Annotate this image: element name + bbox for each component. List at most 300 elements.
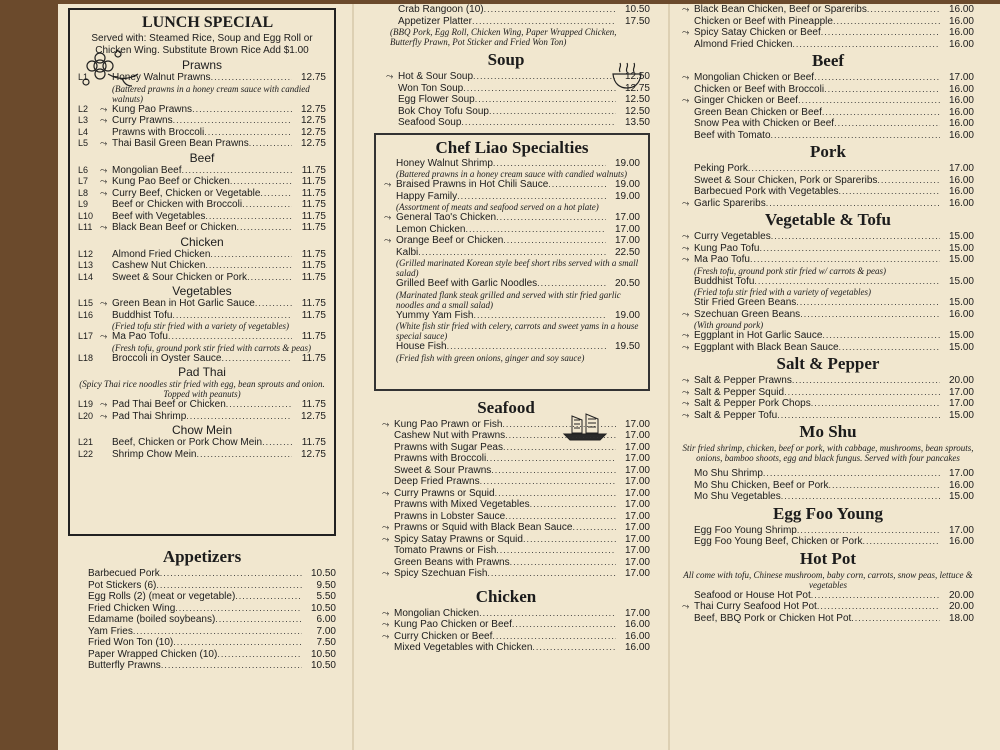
chili-pepper-icon: ⤳ <box>100 331 108 341</box>
dot-leader <box>800 309 940 321</box>
item-price: 17.00 <box>624 499 650 510</box>
menu-item <box>682 39 974 51</box>
menu-item <box>682 95 974 107</box>
item-name: Kung Pao Prawn or Fish <box>394 418 503 430</box>
menu-item <box>78 211 326 223</box>
menu-item <box>682 375 974 387</box>
item-name: Prawns with Mixed Vegetables <box>394 499 530 510</box>
item-name: Garlic Spareribs <box>694 197 766 209</box>
item-price: 16.00 <box>948 308 974 320</box>
dot-leader <box>792 39 940 51</box>
item-price: 12.50 <box>624 94 650 105</box>
menu-item <box>682 309 974 321</box>
item-price: 11.75 <box>301 164 326 176</box>
menu-column-middle <box>362 4 650 746</box>
item-price: 16.00 <box>624 630 650 642</box>
item-name: Broccoli in Oyster Sauce <box>112 352 222 364</box>
menu-item <box>374 522 650 534</box>
menu-item <box>682 4 974 16</box>
item-name: Prawns or Squid with Black Bean Sauce <box>394 522 573 533</box>
item-name: Barbecued Pork with Vegetables <box>694 186 839 197</box>
item-price: 16.00 <box>948 174 974 186</box>
menu-item <box>374 619 650 631</box>
item-description: (White fish stir fried with celery, carrots and sweet yams in a house special sauce) <box>396 321 639 341</box>
menu-item <box>78 449 326 461</box>
item-code: L7 <box>78 176 89 186</box>
menu-item <box>68 637 336 649</box>
menu-item <box>78 298 326 310</box>
item-name: Mongolian Chicken or Beef <box>694 72 815 83</box>
menu-item <box>374 631 650 643</box>
item-name: Yummy Yam Fish <box>396 309 474 321</box>
dot-leader <box>822 107 940 119</box>
item-code: L4 <box>78 126 89 137</box>
chili-pepper-icon: ⤳ <box>382 418 390 429</box>
dot-leader <box>173 115 292 127</box>
menu-item <box>78 138 326 150</box>
dot-leader <box>210 249 292 261</box>
item-price: 15.00 <box>948 275 974 287</box>
item-name: Beef or Chicken with Broccoli <box>112 199 243 210</box>
lunch-section-description: (Spicy Thai rice noodles stir fried with egg, bean sprouts and onion. Topped with peanuts) <box>79 379 325 399</box>
dot-leader <box>472 16 616 28</box>
menu-item <box>68 614 336 626</box>
item-name: Crab Rangoon (10) <box>398 4 484 15</box>
dot-leader <box>465 224 606 236</box>
menu-item <box>374 642 650 654</box>
item-name: Green Bean Chicken or Beef <box>694 106 822 118</box>
dot-leader <box>821 27 940 39</box>
menu-item <box>682 387 974 399</box>
item-name: Lemon Chicken <box>396 223 466 235</box>
chili-pepper-icon: ⤳ <box>382 607 390 618</box>
item-price: 17.00 <box>624 453 650 464</box>
menu-item <box>374 488 650 500</box>
dot-leader <box>217 649 302 661</box>
dot-leader <box>496 545 616 557</box>
item-price: 17.00 <box>624 545 650 556</box>
menu-item <box>682 175 974 187</box>
item-code: L2 <box>78 103 89 114</box>
chili-pepper-icon: ⤳ <box>386 71 394 81</box>
item-price: 11.75 <box>301 187 326 199</box>
item-description: (With ground pork) <box>694 320 764 330</box>
menu-item <box>78 260 326 272</box>
item-name: Thai Curry Seafood Hot Pot <box>694 601 817 612</box>
menu-item <box>682 118 974 130</box>
chili-pepper-icon: ⤳ <box>682 72 690 82</box>
item-name: Black Bean Chicken, Beef or Spareribs <box>694 4 867 15</box>
item-name: Egg Foo Young Shrimp <box>694 524 797 536</box>
menu-item <box>384 247 640 259</box>
item-code: L18 <box>78 352 94 363</box>
dot-leader <box>503 442 616 454</box>
item-price: 15.00 <box>948 409 974 421</box>
menu-item <box>378 117 650 129</box>
chili-pepper-icon: ⤳ <box>682 409 690 420</box>
menu-item <box>374 608 650 620</box>
item-name: General Tao's Chicken <box>396 212 497 223</box>
menu-item <box>374 442 650 454</box>
item-name: Happy Family <box>396 190 458 202</box>
item-price: 12.75 <box>300 115 326 126</box>
dot-leader <box>510 557 616 569</box>
dot-leader <box>505 430 616 442</box>
menu-item <box>384 191 640 203</box>
item-name: Szechuan Green Beans <box>694 308 801 320</box>
fold-line-left <box>352 4 354 750</box>
item-code: L9 <box>78 199 89 209</box>
item-price: 17.00 <box>624 418 650 430</box>
item-name: Grilled Beef with Garlic Noodles <box>396 278 538 289</box>
item-code: L13 <box>78 260 94 270</box>
menu-item <box>78 399 326 411</box>
dot-leader <box>523 534 616 546</box>
item-price: 22.50 <box>614 246 640 258</box>
item-name: Ginger Chicken or Beef <box>694 95 798 106</box>
dot-leader <box>811 590 940 602</box>
item-name: Eggplant in Hot Garlic Sauce <box>694 330 823 341</box>
menu-item <box>68 603 336 615</box>
item-price: 17.00 <box>624 487 650 499</box>
dot-leader <box>447 341 606 353</box>
item-name: Honey Walnut Shrimp <box>396 157 493 169</box>
dot-leader <box>798 95 940 107</box>
item-name: Yam Fries <box>88 625 133 637</box>
item-name: Spicy Satay Prawns or Squid <box>394 533 523 545</box>
menu-item <box>384 212 640 224</box>
menu-item <box>78 104 326 116</box>
item-name: Cashew Nut with Prawns <box>394 430 506 441</box>
item-price: 17.00 <box>614 212 640 223</box>
item-code: L17 <box>78 331 94 341</box>
chili-pepper-icon: ⤳ <box>682 4 690 14</box>
chili-pepper-icon: ⤳ <box>100 103 108 114</box>
chili-pepper-icon: ⤳ <box>100 138 108 148</box>
item-price: 12.75 <box>300 138 326 149</box>
chili-pepper-icon: ⤳ <box>382 630 390 641</box>
menu-item <box>78 437 326 449</box>
menu-item <box>682 186 974 198</box>
menu-item <box>78 353 326 365</box>
item-price: 16.00 <box>948 38 974 50</box>
item-name: Sweet & Sour Prawns <box>394 464 492 476</box>
item-price: 12.75 <box>300 448 326 460</box>
menu-item <box>78 272 326 284</box>
chili-pepper-icon: ⤳ <box>682 341 690 352</box>
item-price: 10.50 <box>624 4 650 15</box>
dot-leader <box>489 106 616 118</box>
dot-leader <box>537 278 606 290</box>
menu-item <box>682 491 974 503</box>
item-name: House Fish <box>396 341 447 352</box>
item-price: 12.75 <box>300 410 326 422</box>
item-name: Egg Flower Soup <box>398 94 475 105</box>
item-price: 11.75 <box>301 199 326 210</box>
menu-item <box>682 480 974 492</box>
item-price: 15.00 <box>948 242 974 254</box>
item-price: 17.00 <box>624 556 650 568</box>
item-description: (Fried tofu stir fried with a variety of vegetables) <box>694 287 871 297</box>
item-name: Paper Wrapped Chicken (10) <box>88 648 218 660</box>
item-name: Beef, BBQ Pork or Chicken Hot Pot <box>694 612 852 624</box>
item-price: 17.00 <box>948 163 974 174</box>
item-price: 10.50 <box>310 568 336 579</box>
item-price: 11.75 <box>301 309 326 321</box>
item-name: Kung Pao Beef or Chicken <box>112 176 230 187</box>
dot-leader <box>505 511 616 523</box>
item-name: Pot Stickers (6) <box>88 579 157 591</box>
chili-pepper-icon: ⤳ <box>682 398 690 408</box>
menu-item <box>78 127 326 139</box>
item-price: 16.00 <box>948 129 974 141</box>
item-name: Tomato Prawns or Fish <box>394 545 497 556</box>
dot-leader <box>196 449 292 461</box>
dot-leader <box>237 222 292 234</box>
dot-leader <box>824 84 940 96</box>
lunch-special-box <box>68 8 336 536</box>
item-name: Salt & Pepper Pork Chops <box>694 398 811 409</box>
item-price: 17.00 <box>624 533 650 545</box>
item-price: 15.00 <box>948 231 974 242</box>
dot-leader <box>473 71 616 83</box>
chili-pepper-icon: ⤳ <box>100 164 108 175</box>
menu-item <box>78 72 326 84</box>
menu-item <box>682 243 974 255</box>
dot-leader <box>492 631 616 643</box>
dot-leader <box>161 660 302 672</box>
item-price: 16.00 <box>624 642 650 653</box>
chili-pepper-icon: ⤳ <box>682 375 690 385</box>
dot-leader <box>777 410 940 422</box>
chili-pepper-icon: ⤳ <box>382 619 390 629</box>
item-name: Salt & Pepper Prawns <box>694 375 792 386</box>
item-name: Pad Thai Beef or Chicken <box>112 399 226 410</box>
seafood-heading: Seafood <box>477 397 535 417</box>
dot-leader <box>457 191 606 203</box>
menu-item <box>374 419 650 431</box>
item-code: L11 <box>78 222 93 232</box>
item-price: 11.75 <box>301 298 326 309</box>
chili-pepper-icon: ⤳ <box>100 298 108 308</box>
menu-item <box>374 511 650 523</box>
dot-leader <box>512 619 616 631</box>
chili-pepper-icon: ⤳ <box>382 487 390 498</box>
item-code: L19 <box>78 399 94 409</box>
item-name: Mo Shu Chicken, Beef or Pork <box>694 479 829 491</box>
menu-column-right <box>682 4 974 746</box>
item-price: 11.75 <box>301 271 326 283</box>
item-name: Mo Shu Shrimp <box>694 468 763 479</box>
item-price: 6.00 <box>316 614 336 625</box>
menu-item <box>374 453 650 465</box>
item-price: 17.00 <box>624 464 650 476</box>
item-price: 16.00 <box>948 83 974 95</box>
menu-item <box>682 330 974 342</box>
item-price: 12.75 <box>300 72 326 83</box>
item-description: (Fresh tofu, ground pork stir fried with carrots & peas) <box>112 342 311 353</box>
item-price: 15.00 <box>948 297 974 308</box>
item-price: 11.75 <box>301 352 326 364</box>
menu-item <box>682 84 974 96</box>
dot-leader <box>262 437 292 449</box>
menu-item <box>384 179 640 191</box>
dot-leader <box>260 188 292 200</box>
item-price: 5.50 <box>316 591 336 602</box>
chili-pepper-icon: ⤳ <box>382 533 390 544</box>
item-name: Green Beans with Prawns <box>394 556 510 568</box>
dot-leader <box>502 419 616 431</box>
item-name: Hot & Sour Soup <box>398 71 474 82</box>
dot-leader <box>484 4 616 16</box>
item-name: Fried Chicken Wing <box>88 602 176 614</box>
item-price: 15.00 <box>948 254 974 265</box>
item-name: Almond Fried Chicken <box>112 248 211 260</box>
menu-item <box>682 107 974 119</box>
item-price: 17.00 <box>624 568 650 579</box>
item-code: L16 <box>78 309 94 320</box>
item-description: (Marinated flank steak grilled and served with stir fried garlic noodles and a small salad) <box>396 289 621 310</box>
dot-leader <box>211 72 292 84</box>
item-name: Appetizer Platter <box>398 15 472 27</box>
menu-item <box>682 254 974 266</box>
item-code: L20 <box>78 410 94 421</box>
vegetable-heading: Vegetable & Tofu <box>765 210 891 229</box>
item-price: 12.50 <box>624 105 650 117</box>
chili-pepper-icon: ⤳ <box>100 115 108 125</box>
chili-pepper-icon: ⤳ <box>384 212 392 222</box>
item-price: 19.00 <box>614 309 640 321</box>
chili-pepper-icon: ⤳ <box>682 27 690 37</box>
item-description: (Assortment of meats and seafood served on a hot plate) <box>396 202 599 212</box>
item-price: 16.00 <box>948 186 974 197</box>
dot-leader <box>771 231 940 243</box>
chili-pepper-icon: ⤳ <box>382 522 390 532</box>
dot-leader <box>205 260 292 272</box>
item-price: 10.50 <box>310 648 336 660</box>
item-price: 17.00 <box>614 235 640 246</box>
dot-leader <box>829 480 940 492</box>
dot-leader <box>493 158 606 170</box>
item-name: Prawns with Sugar Peas <box>394 441 503 453</box>
item-name: Pad Thai Shrimp <box>112 410 187 422</box>
dot-leader <box>486 453 616 465</box>
chili-pepper-icon: ⤳ <box>682 95 690 105</box>
item-price: 16.00 <box>948 15 974 27</box>
dot-leader <box>242 199 292 211</box>
dot-leader <box>487 568 616 580</box>
item-name: Won Ton Soup <box>398 82 464 94</box>
item-description: (Fried fish with green onions, ginger and soy sauce) <box>396 352 585 363</box>
menu-column-left <box>68 4 336 746</box>
dot-leader <box>851 613 940 625</box>
item-price: 16.00 <box>948 197 974 209</box>
dot-leader <box>255 298 292 310</box>
dot-leader <box>862 536 940 548</box>
menu-item <box>682 231 974 243</box>
item-price: 9.50 <box>316 579 336 591</box>
item-price: 12.75 <box>300 126 326 138</box>
item-name: Buddhist Tofu <box>694 275 755 287</box>
item-price: 17.00 <box>624 510 650 522</box>
dot-leader <box>230 176 292 188</box>
item-name: Beef, Chicken or Pork Chow Mein <box>112 437 263 448</box>
lunch-section-title: Pad Thai <box>178 365 226 379</box>
dot-leader <box>168 331 292 343</box>
dot-leader <box>781 491 940 503</box>
item-name: Seafood or House Hot Pot <box>694 589 811 601</box>
item-name: Curry Beef, Chicken or Vegetable <box>112 187 261 199</box>
item-price: 7.50 <box>316 637 336 648</box>
moshu-description: Stir fried shrimp, chicken, beef or pork, with cabbage, mushrooms, bean sprouts, onions, bamboo shoots, egg and black fungus. Served with four pancakes <box>682 443 974 463</box>
fold-line-right <box>668 4 670 750</box>
lunch-special-title: LUNCH SPECIAL <box>142 14 274 31</box>
menu-item <box>378 4 650 16</box>
menu-item <box>374 557 650 569</box>
dot-leader <box>418 247 606 259</box>
item-code: L15 <box>78 298 94 308</box>
chili-pepper-icon: ⤳ <box>100 399 108 409</box>
lunch-section-title: Chow Mein <box>171 423 233 437</box>
chili-pepper-icon: ⤳ <box>682 308 690 319</box>
item-name: Prawns with Broccoli <box>112 126 205 138</box>
lunch-section-title: Beef <box>189 150 215 165</box>
item-price: 11.75 <box>301 399 326 410</box>
item-price: 16.00 <box>948 4 974 15</box>
item-price: 20.00 <box>948 601 974 612</box>
dot-leader <box>532 642 616 654</box>
dot-leader <box>759 243 940 255</box>
item-price: 12.50 <box>624 71 650 82</box>
menu-item <box>384 310 640 322</box>
item-name: Braised Prawns in Hot Chili Sauce <box>396 179 549 190</box>
chili-pepper-icon: ⤳ <box>382 568 390 578</box>
item-price: 16.00 <box>948 479 974 491</box>
menu-item <box>682 27 974 39</box>
item-name: Black Bean Beef or Chicken <box>112 222 237 233</box>
menu-item <box>78 176 326 188</box>
menu-item <box>682 297 974 309</box>
dot-leader <box>503 235 606 247</box>
menu-item <box>78 222 326 234</box>
dot-leader <box>792 375 940 387</box>
item-name: Sweet & Sour Chicken or Pork <box>112 271 248 283</box>
item-name: Prawns in Lobster Sauce <box>394 510 506 522</box>
hotpot-description: All come with tofu, Chinese mushroom, baby corn, carrots, snow peas, lettuce & vegetables <box>683 569 973 590</box>
dot-leader <box>784 387 940 399</box>
item-name: Almond Fried Chicken <box>694 38 793 50</box>
dot-leader <box>766 198 940 210</box>
item-name: Mongolian Chicken <box>394 607 480 619</box>
item-name: Edamame (boiled soybeans) <box>88 614 216 625</box>
item-price: 15.00 <box>948 491 974 502</box>
menu-item <box>682 536 974 548</box>
item-price: 15.00 <box>948 341 974 353</box>
lunch-special-note: Served with: Steamed Rice, Soup and Egg Roll or Chicken Wing. Substitute Brown Rice Add $1.00 <box>91 33 313 56</box>
dot-leader <box>817 601 940 613</box>
item-price: 16.00 <box>624 619 650 630</box>
menu-item <box>682 198 974 210</box>
item-code: L22 <box>78 448 94 459</box>
item-price: 19.50 <box>614 341 640 352</box>
beef-heading: Beef <box>811 51 845 70</box>
item-price: 20.00 <box>948 375 974 386</box>
menu-item <box>378 106 650 118</box>
specialties-box <box>374 133 650 391</box>
item-description: (Fresh tofu, ground pork stir fried w/ carrots & peas) <box>694 265 886 276</box>
menu-item <box>374 568 650 580</box>
chili-pepper-icon: ⤳ <box>682 231 690 241</box>
